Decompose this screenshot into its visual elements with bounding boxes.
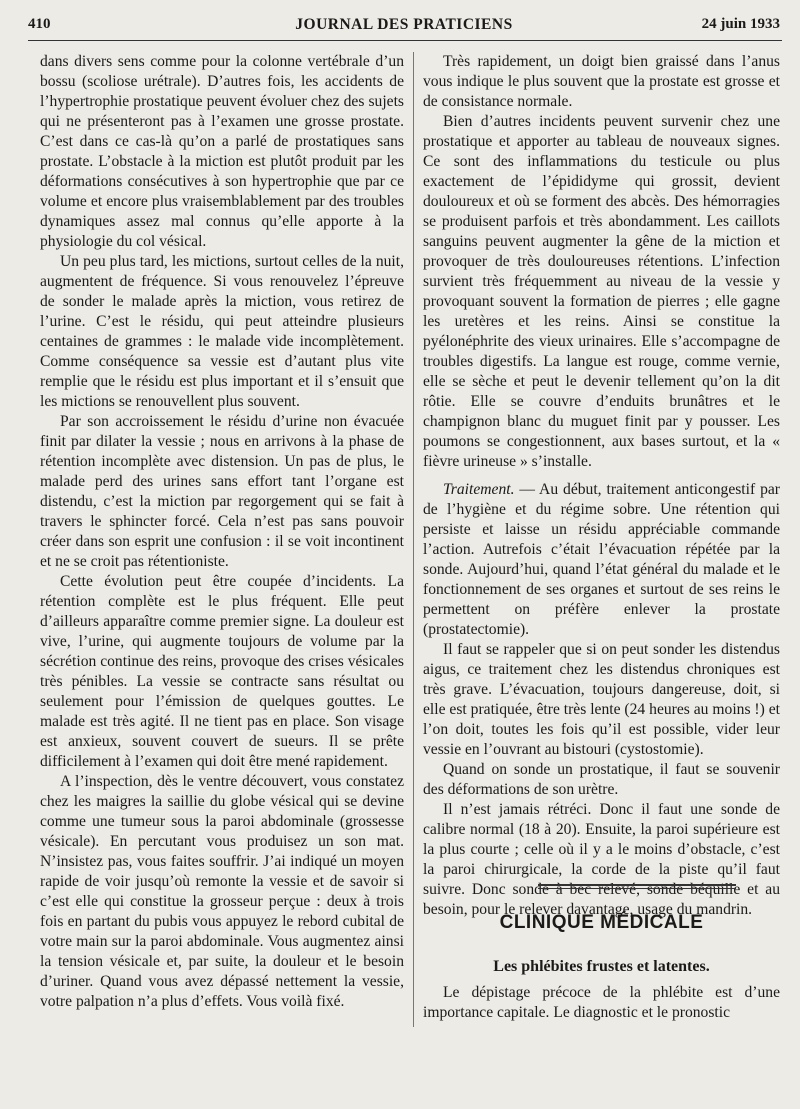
left-column bbox=[40, 52, 404, 1012]
treatment-paragraph bbox=[423, 480, 780, 640]
header-rule bbox=[28, 40, 782, 41]
article-body bbox=[423, 983, 780, 1023]
paragraph: Il n’est jamais rétréci. Donc il faut une sonde de calibre normal (18 à 20). Ensuite, la paroi supérieure est la plus courte ; celle où il y a le moins d’obstacle, c’est la paroi chirurgicale, la corde de la piste qu’il faut suivre. Donc sonde à bec relevé, sonde béquille et au besoin, pour le relever davantage, usage du mandrin. bbox=[423, 801, 780, 918]
section-heading: CLINIQUE MÉDICALE bbox=[499, 912, 704, 933]
right-column bbox=[423, 52, 780, 920]
journal-title: JOURNAL DES PRATICIENS bbox=[295, 16, 513, 33]
paragraph: A l’inspection, dès le ventre découvert, vous constatez chez les maigres la saillie du globe vésical qui se devine comme une tumeur sous la paroi abdominale (grossesse vésicale). En percutant vous produisez un son mat. N’insistez pas, vous faites souffrir. J’ai indiqué un moyen rapide de voir jusqu’où remonte la vessie et de savoir si c’est elle qui constitue la grosseur perçue : deux à trois fois en partant du pubis vous appuyez le rebord cubital de votre main sur la paroi abdominale. Vous augmentez ainsi la tension vésicale et, par suite, la douleur et le besoin d’uriner. Quand vous avez dépassé nettement la vessie, votre palpation n’a plus d’effets. Vous voilà fixé. bbox=[40, 773, 404, 1010]
page-number: 410 bbox=[28, 16, 51, 32]
page-header bbox=[28, 14, 780, 38]
paragraph: Bien d’autres incidents peuvent survenir chez une prostatique et apporter au tableau de nouveaux signes. Ce sont des inflammations du testicule ou plus exactement de l’épididyme qui grossit, devient douloureux et où se forment des abcès. Des hémorragies se produisent parfois et très abondamment. Les caillots sanguins peuvent augmenter la gêne de la miction et provoquer de très douloureuses rétentions. L’infection survient très fréquemment au niveau de la vessie y provoquant souvent la formation de pierres ; elle gagne les uretères et les reins. Ainsi se constitue la pyélonéphrite des vieux urinaires. Elle s’accompagne de troubles digestifs. La langue est rouge, comme vernie, elle se sèche et peut le devenir tellement qu’on la dit rôtie. Elle se couvre d’enduits brunâtres et le champignon blanc du muguet finit par y pousser. Les poumons se congestionnent, aux bases surtout, et la « fièvre urineuse » s’installe. bbox=[423, 113, 780, 470]
paragraph: Quand on sonde un prostatique, il faut se souvenir des déformations de son urètre. bbox=[423, 761, 780, 798]
paragraph: Le dépistage précoce de la phlébite est d’une importance capitale. Le diagnostic et le pronostic bbox=[423, 984, 780, 1021]
article-title: Les phlébites frustes et latentes. bbox=[493, 958, 710, 975]
treatment-label: Traitement. bbox=[443, 481, 515, 498]
paragraph: Cette évolution peut être coupée d’incidents. La rétention complète est le plus fréquent. Elle peut d’ailleurs apparaître comme premier signe. La douleur est vive, l’urine, qui augmente toujours de volume par la sécrétion continue des reins, provoque des crises vésicales très pénibles. La vessie se contracte sans résultat ou seulement pour l’émission de quelques gouttes. Le malade est très agité. Il ne tient pas en place. Son visage est anxieux, souvent couvert de sueurs. Il se prête difficilement à l’examen qui doit être mené rapidement. bbox=[40, 573, 404, 770]
treatment-text: — Au début, traitement anticongestif par de l’hygiène et du régime sobre. Une rétention qui persiste et laisse un résidu appréciable commande l’action. Autrefois c’était l’évacuation répétée par la sonde. Aujourd’hui, quand l’état général du malade et le fonctionnement de ses organes et surtout de ses reins le permettent on préfère enlever la prostate (prostatectomie). bbox=[423, 481, 780, 638]
paragraph: Un peu plus tard, les mictions, surtout celles de la nuit, augmentent de fréquence. Si vous renouvelez l’épreuve de sonder le malade après la miction, vous retirez de l’urine. C’est le résidu, qui peut atteindre plusieurs centaines de grammes : le malade vide incomplètement. Comme conséquence sa vessie est d’autant plus vite remplie que le résidu est plus important et il s’ensuit que les mictions se renouvellent plus souvent. bbox=[40, 253, 404, 410]
paragraph: dans divers sens comme pour la colonne vertébrale d’un bossu (scoliose urétrale). D’autres fois, les accidents de l’hypertrophie prostatique peuvent évoluer chez des sujets qui ne présenteront pas à l’examen une grosse prostate. C’est dans ce cas-là qu’on a parlé de prostatiques sans prostate. L’obstacle à la miction est plutôt produit par les déformations consécutives à son hypertrophie que par ce volume et encore plus vraisemblablement par des troubles dynamiques assez mal connus qu’elle apporte à la physiologie du col vésical. bbox=[40, 53, 404, 250]
paragraph: Il faut se rappeler que si on peut sonder les distendus aigus, ce traitement chez les distendus chroniques est très grave. L’évacuation, toujours dangereuse, doit, si elle est pratiquée, être très lente (24 heures au moins !) et l’on doit, toutes les fois qu’il est possible, vider leur vessie en l’ouvrant au bistouri (cystostomie). bbox=[423, 641, 780, 758]
section-separator bbox=[538, 884, 736, 889]
paragraph: Très rapidement, un doigt bien graissé dans l’anus vous indique le plus souvent que la prostate est grosse et de consistance normale. bbox=[423, 53, 780, 110]
issue-date: 24 juin 1933 bbox=[701, 16, 780, 32]
column-divider bbox=[413, 52, 414, 1027]
paragraph: Par son accroissement le résidu d’urine non évacuée finit par dilater la vessie ; nous en arrivons à la phase de rétention incomplète avec distension. Un pas de plus, le malade perd des urines sans effort tant l’organe est distendu, c’est la miction par regorgement qui se fait à travers le sphincter forcé. Cela n’est pas sans pouvoir créer dans son esprit une confusion : il se voit incontinent et ne se croit pas rétentioniste. bbox=[40, 413, 404, 570]
